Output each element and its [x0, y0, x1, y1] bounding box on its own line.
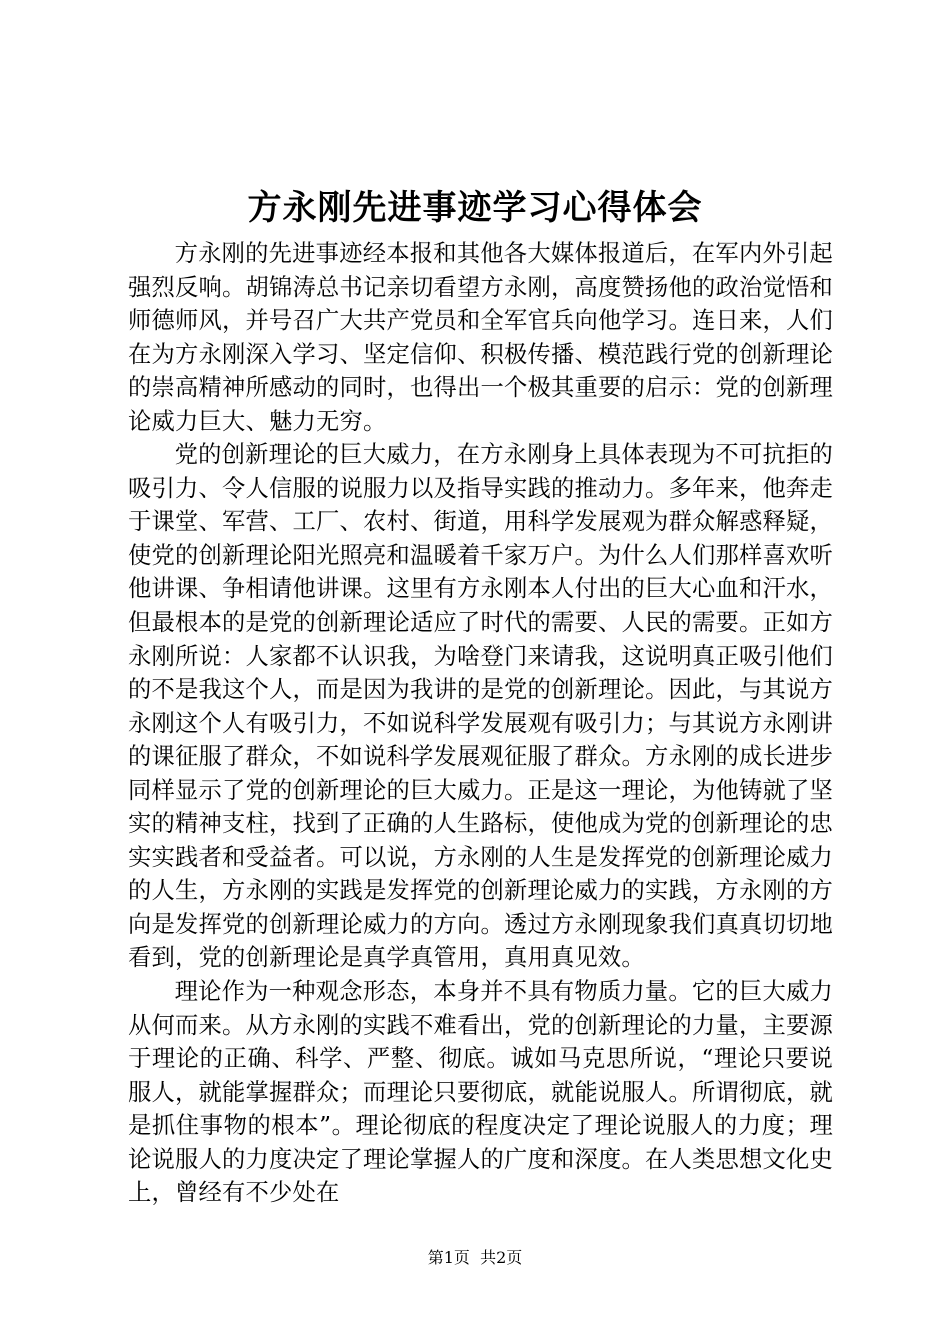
paragraph-3: 理论作为一种观念形态，本身并不具有物质力量。它的巨大威力从何而来。从方永刚的实践不难看出，党的创新理论的力量，主要源于理论的正确、科学、严整、彻底。诚如马克思所说，“理论只要说服人，就能掌握群众；而理论只要彻底，就能说服人。所谓彻底，就是抓住事物的根本”。理论彻底的程度决定了理论说服人的力度；理论说服人的力度决定了理论掌握人的广度和深度。在人类思想文化史上，曾经有不少处在 — [128, 978, 833, 1207]
page-footer — [0, 1248, 950, 1268]
document-title: 方永刚先进事迹学习心得体会 — [247, 188, 703, 228]
paragraph-2: 党的创新理论的巨大威力，在方永刚身上具体表现为不可抗拒的吸引力、令人信服的说服力以及指导实践的推动力。多年来，他奔走于课堂、军营、工厂、农村、街道，用科学发展观为群众解惑释疑，使党的创新理论阳光照亮和温暖着千家万户。为什么人们那样喜欢听他讲课、争相请他讲课。这里有方永刚本人付出的巨大心血和汗水，但最根本的是党的创新理论适应了时代的需要、人民的需要。正如方永刚所说：人家都不认识我，为啥登门来请我，这说明真正吸引他们的不是我这个人，而是因为我讲的是党的创新理论。因此，与其说方永刚这个人有吸引力，不如说科学发展观有吸引力；与其说方永刚讲的课征服了群众，不如说科学发展观征服了群众。方永刚的成长进步同样显示了党的创新理论的巨大威力。正是这一理论，为他铸就了坚实的精神支柱，找到了正确的人生路标，使他成为党的创新理论的忠实实践者和受益者。可以说，方永刚的人生是发挥党的创新理论威力的人生，方永刚的实践是发挥党的创新理论威力的实践，方永刚的方向是发挥党的创新理论威力的方向。透过方永刚现象我们真真切切地看到，党的创新理论是真学真管用，真用真见效。 — [128, 441, 833, 972]
document-body — [128, 237, 833, 1210]
page-total: 共2页 — [480, 1248, 523, 1267]
paragraph-1: 方永刚的先进事迹经本报和其他各大媒体报道后，在军内外引起强烈反响。胡锦涛总书记亲切看望方永刚，高度赞扬他的政治觉悟和师德师风，并号召广大共产党员和全军官兵向他学习。连日来，人们在为方永刚深入学习、坚定信仰、积极传播、模范践行党的创新理论的崇高精神所感动的同时，也得出一个极其重要的启示：党的创新理论威力巨大、魅力无穷。 — [128, 240, 833, 435]
page-number: 第1页 — [427, 1248, 470, 1267]
